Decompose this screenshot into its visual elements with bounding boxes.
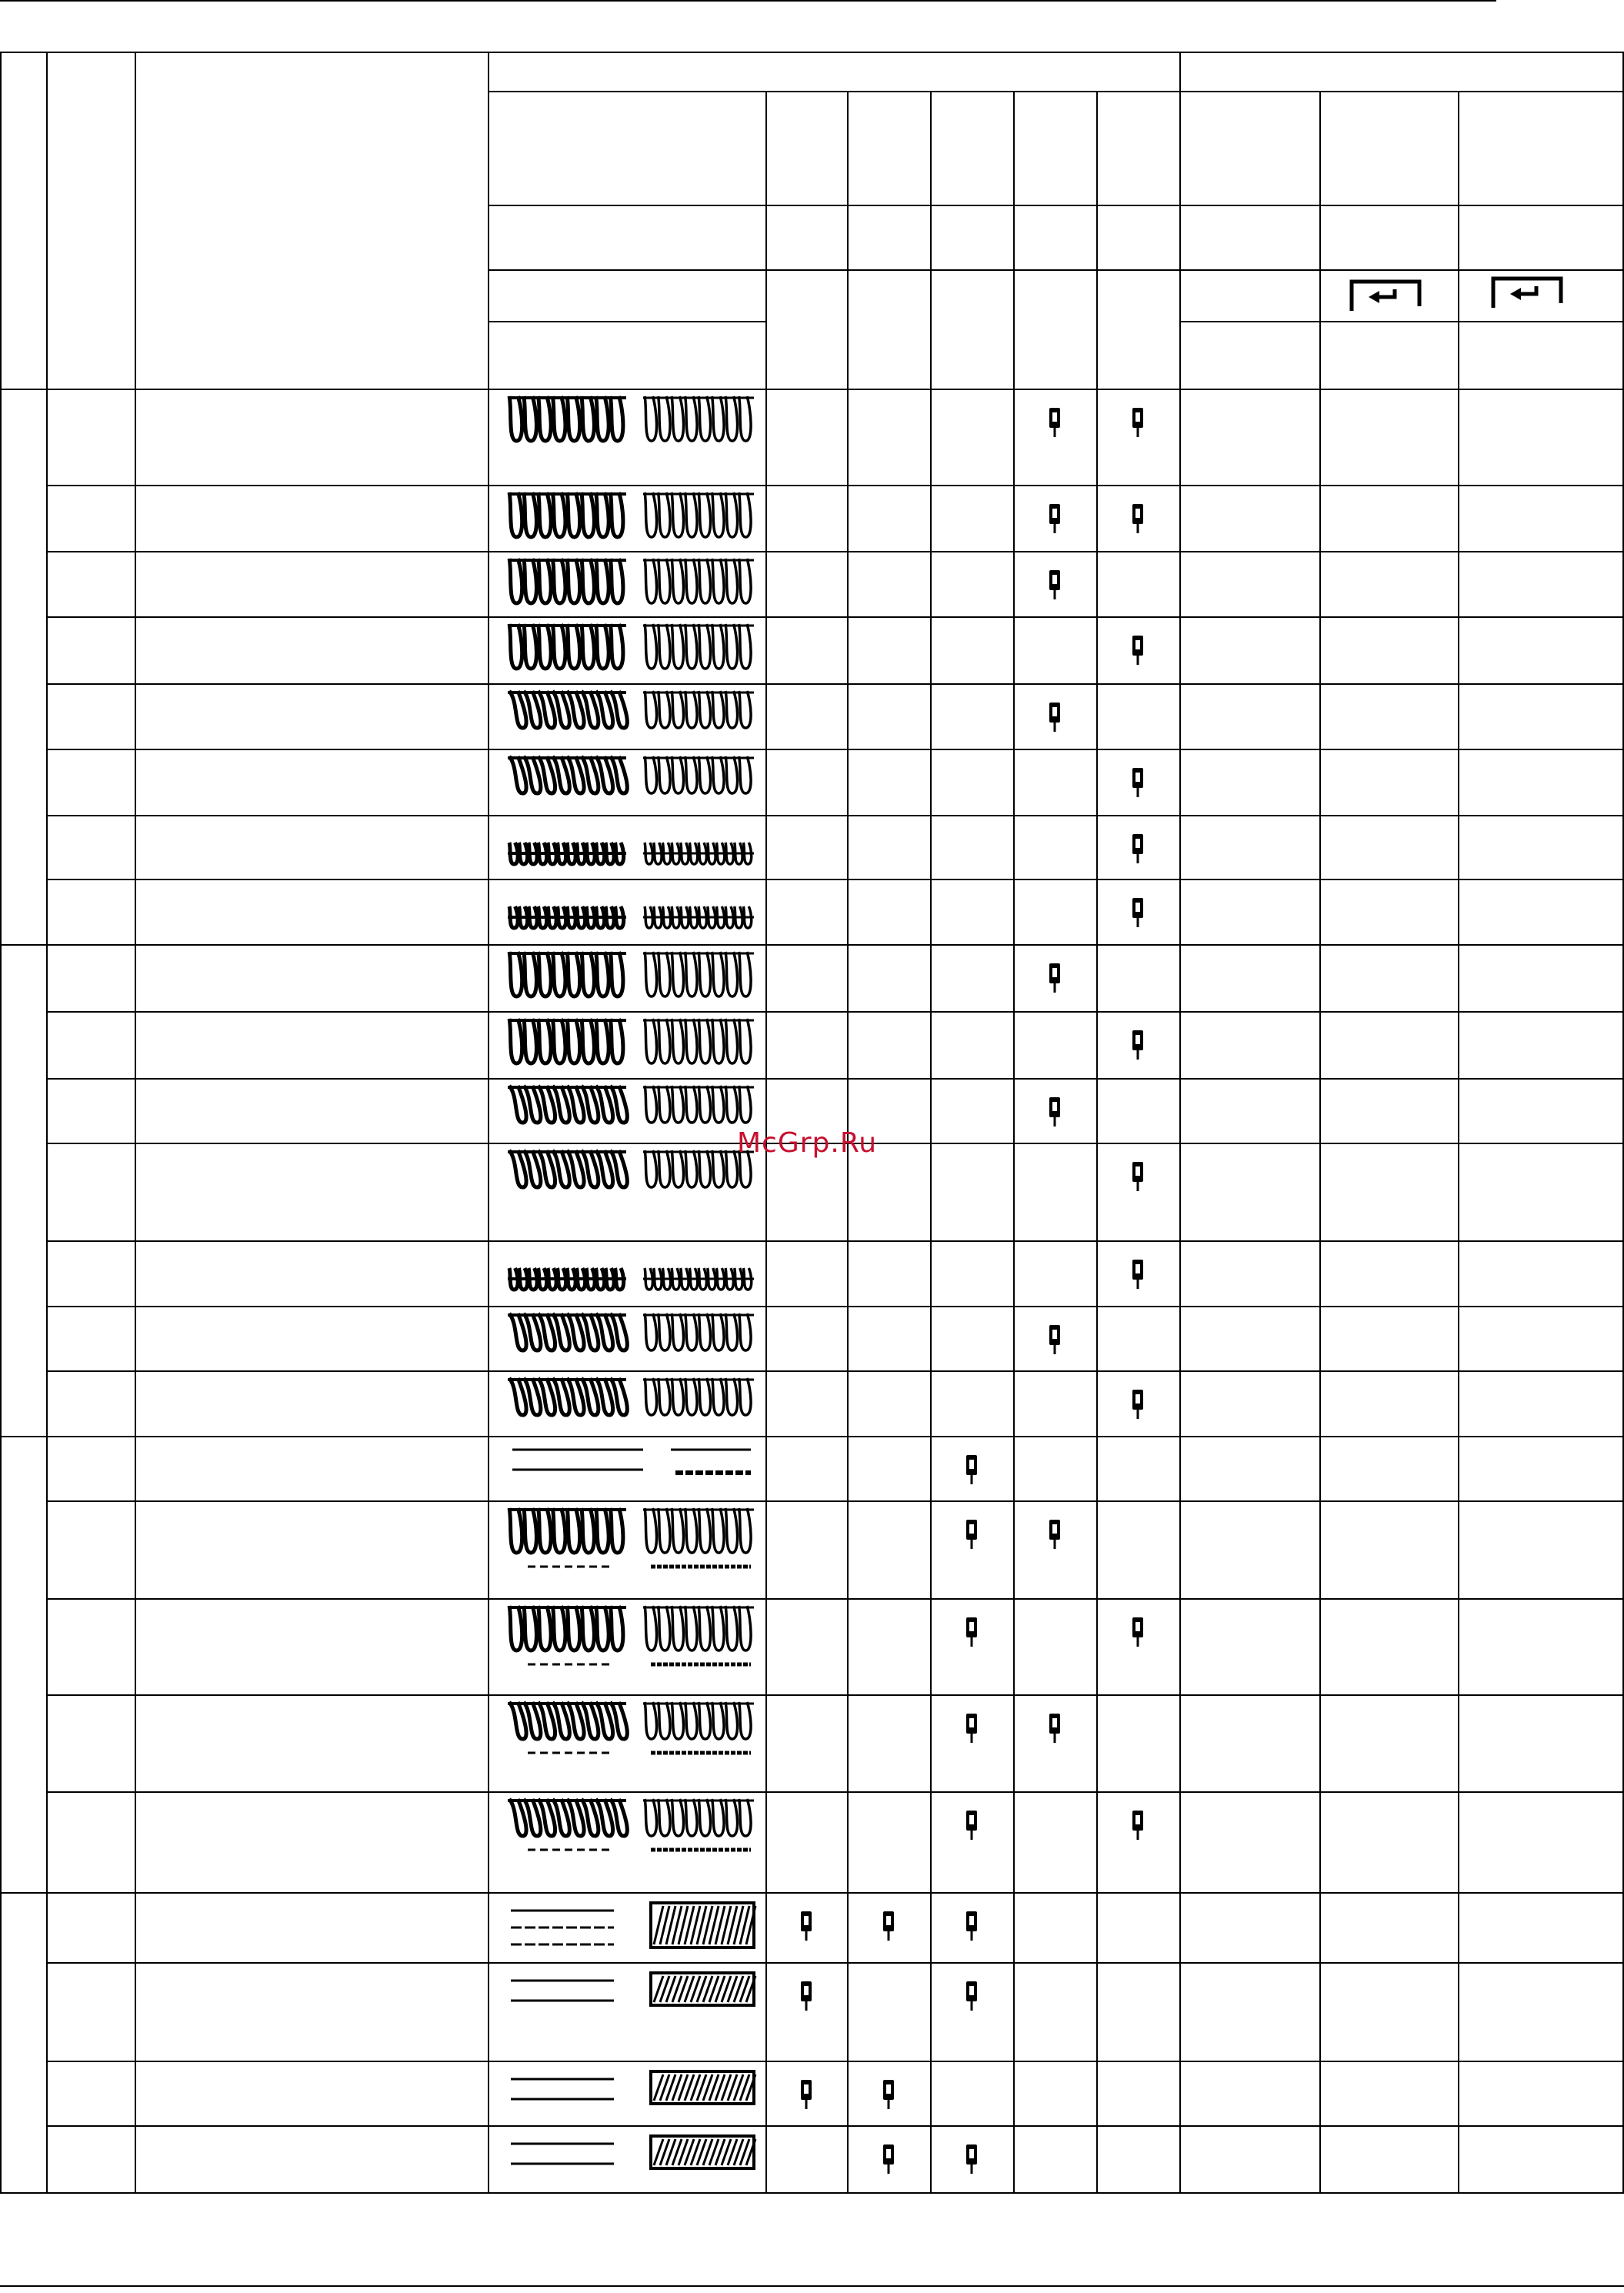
needle-position-icon [799,1978,814,2014]
needle-position-icon [1130,765,1145,800]
table-row [46,616,488,683]
grid-line [488,269,1624,271]
grid-line [1013,91,1015,2192]
needle-position-icon [1130,1027,1145,1063]
stitch-diagram-wave-left [497,1309,759,1367]
stitch-diagram-flatlock-wide-left [497,947,759,1008]
table-row [46,815,488,879]
stitch-diagram-safety-slant-right [497,1794,759,1889]
needle-position-icon [1047,501,1062,536]
stitch-diagram-narrow-hem [497,882,759,941]
stitch-diagram-flatlock-narrow [497,1243,759,1303]
stitch-diagram-rolled-hem [497,818,759,876]
stitch-diagram-overlock-wide [497,488,759,548]
grid-line [1319,91,1321,2192]
table-row [46,683,488,749]
stitch-diagram-overlock-wide-dense [497,392,759,482]
needle-position-icon [1130,501,1145,536]
needle-position-icon [964,1807,979,1843]
stitch-diagram-safety-wide-right [497,1601,759,1691]
stitch-diagram-flatlock-slant-right [497,1146,759,1237]
stitch-diagram-chain-stitch [497,1439,759,1497]
grid-line [488,321,765,322]
needle-position-icon [1130,895,1145,930]
page-bottom-rule [0,2285,1624,2287]
table-row [46,1370,488,1436]
table-row [46,551,488,616]
stitch-diagram-flatlock-slant-left [497,1081,759,1140]
needle-position-icon [1130,1387,1145,1422]
grid-line [1458,91,1459,2192]
needle-position-icon [1130,632,1145,668]
grid-line [1096,91,1098,2192]
table-row [46,389,488,485]
table-row [46,1962,488,2061]
stitch-diagram-coverstitch-wide [497,1965,759,2058]
page-top-rule [0,0,1496,2]
stitch-diagram-coverstitch-narrow-right [497,2128,759,2189]
stitch-diagram-overlock-dense-left [497,554,759,613]
table-row [46,485,488,551]
table-row [46,2061,488,2125]
stitch-diagram-wave-right [497,1373,759,1433]
needle-position-icon [799,1908,814,1944]
needle-position-icon [1047,405,1062,440]
table-row [46,1694,488,1791]
needle-position-icon [881,2077,896,2112]
needle-position-icon [1047,1094,1062,1130]
table-row [46,749,488,815]
stitch-diagram-overlock-slant-left [497,686,759,746]
table-row [46,944,488,1011]
stitch-diagram-safety-wide-left [497,1504,759,1595]
needle-position-icon [964,1614,979,1650]
needle-position-icon [1047,567,1062,602]
table-row [46,1143,488,1240]
needle-position-icon [1130,1807,1145,1843]
table-left-border [0,52,2,2194]
table-row [46,1500,488,1598]
needle-position-icon [1130,1614,1145,1650]
needle-position-icon [964,2141,979,2177]
table-row [46,1306,488,1370]
table-row [46,1598,488,1694]
needle-position-icon [964,1452,979,1487]
table-bottom-border [0,2192,1624,2194]
stitch-diagram-coverstitch-triple [497,1895,759,1959]
needle-position-icon [881,1908,896,1944]
needle-position-icon [1047,960,1062,996]
needle-position-icon [1130,1257,1145,1292]
stitch-diagram-overlock-dense-right [497,619,759,680]
table-row [46,1436,488,1500]
needle-position-icon [799,2077,814,2112]
needle-position-icon [1047,1711,1062,1746]
table-row [46,2125,488,2192]
needle-position-icon [1047,1322,1062,1357]
stitch-diagram-flatlock-wide-right [497,1014,759,1075]
needle-position-icon [1047,699,1062,735]
table-row [46,1078,488,1143]
table-row [46,1011,488,1078]
stitch-diagram-overlock-slant-right [497,752,759,812]
enter-key-icon [1489,274,1566,311]
table-row [46,879,488,944]
grid-line [488,205,1624,206]
enter-key-icon [1347,277,1424,314]
table-row [46,1791,488,1892]
needle-position-icon [964,1978,979,2014]
table-top-border [0,52,1624,53]
needle-position-icon [964,1517,979,1552]
needle-position-icon [881,2141,896,2177]
needle-position-icon [1130,1159,1145,1194]
watermark: McGrp.Ru [737,1127,878,1159]
needle-position-icon [1047,1517,1062,1552]
grid-line [930,91,932,2192]
needle-position-icon [964,1711,979,1746]
table-row [46,1892,488,1962]
stitch-diagram-coverstitch-narrow-left [497,2064,759,2122]
grid-line [488,52,489,2192]
needle-position-icon [1130,405,1145,440]
needle-position-icon [1130,831,1145,866]
grid-line [488,91,1624,92]
stitch-diagram-safety-slant-left [497,1697,759,1788]
grid-line [1179,321,1624,322]
table-row [46,1240,488,1306]
grid-line [1179,52,1181,2192]
needle-position-icon [964,1908,979,1944]
